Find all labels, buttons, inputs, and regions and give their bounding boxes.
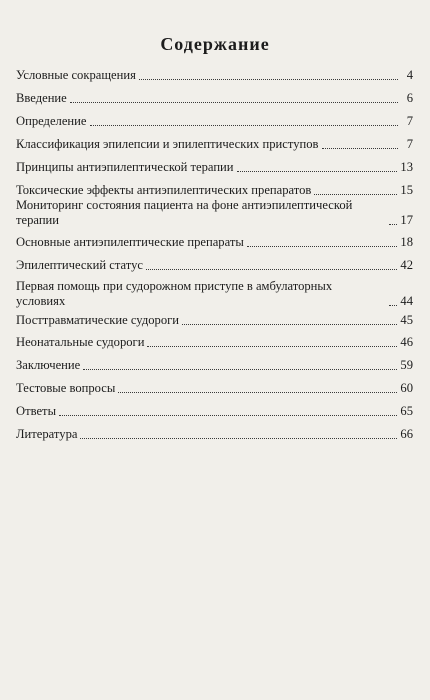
toc-entry-page: 6 [406,91,413,105]
dot-leader [70,102,398,103]
toc-entry [16,160,413,175]
toc-entry [16,114,413,129]
toc-entry-label: Токсические эффекты антиэпилептических препаратов [16,183,312,197]
toc-entry-page: 17 [400,213,413,227]
dot-leader [118,392,397,393]
toc-entry [16,381,413,396]
toc-entry-label: Неонатальные судороги [16,335,145,349]
dot-leader [139,79,398,80]
dot-leader [147,346,397,347]
toc-entry-page: 44 [400,294,413,308]
toc-entry-page: 45 [400,313,413,327]
toc-entry [16,335,413,350]
toc-entry [16,313,413,328]
dot-leader [146,269,397,270]
toc-entry [16,358,413,373]
dot-leader [59,415,397,416]
toc-entry-label: Литература [16,427,78,441]
toc-entry-label: Тестовые вопросы [16,381,116,395]
toc-entry-page: 18 [400,235,413,249]
dot-leader [314,194,397,195]
dot-leader [322,148,399,149]
toc-entry-label: Мониторинг состояния пациента на фоне антиэпилептической терапии [16,198,353,227]
toc-entry-label: Определение [16,114,87,128]
toc-entry [16,183,413,198]
toc-entry [16,427,413,442]
toc-entry-page: 60 [400,381,413,395]
toc-entry-page: 7 [406,137,413,151]
toc-entry [16,91,413,106]
dot-leader [90,125,399,126]
toc-entry [16,137,413,152]
dot-leader [389,224,397,225]
toc-entry-label: Посттравматические судороги [16,313,180,327]
dot-leader [237,171,398,172]
toc-entry-page: 4 [406,68,413,82]
toc-entry-page: 7 [406,114,413,128]
toc-entry [16,235,413,250]
toc-entry [16,279,413,309]
toc-entry [16,404,413,419]
toc-entry-label: Первая помощь при судорожном приступе в амбулаторных условиях [16,279,333,308]
toc-entry-page: 15 [400,183,413,197]
dot-leader [80,438,397,439]
toc-entry-page: 46 [400,335,413,349]
toc-entry-label: Заключение [16,358,81,372]
toc-entry [16,68,413,83]
dot-leader [182,324,397,325]
toc-entry-label: Принципы антиэпилептической терапии [16,160,234,174]
toc-entry-page: 59 [400,358,413,372]
toc-entry-page: 66 [400,427,413,441]
toc-entry-page: 65 [400,404,413,418]
toc-entry-page: 42 [400,258,413,272]
toc-entry-label: Классификация эпилепсии и эпилептических приступов [16,137,319,151]
toc-entry-page: 13 [400,160,413,174]
toc-entry [16,198,413,228]
toc-entry-label: Ответы [16,404,57,418]
toc-entry-label: Основные антиэпилептические препараты [16,235,244,249]
page-title: Содержание [160,34,270,54]
toc-entry-label: Условные сокращения [16,68,136,82]
toc-entry-label: Эпилептический статус [16,258,143,272]
toc-entry-label: Введение [16,91,67,105]
toc-entry [16,258,413,273]
dot-leader [247,246,398,247]
dot-leader [83,369,397,370]
dot-leader [389,305,397,306]
